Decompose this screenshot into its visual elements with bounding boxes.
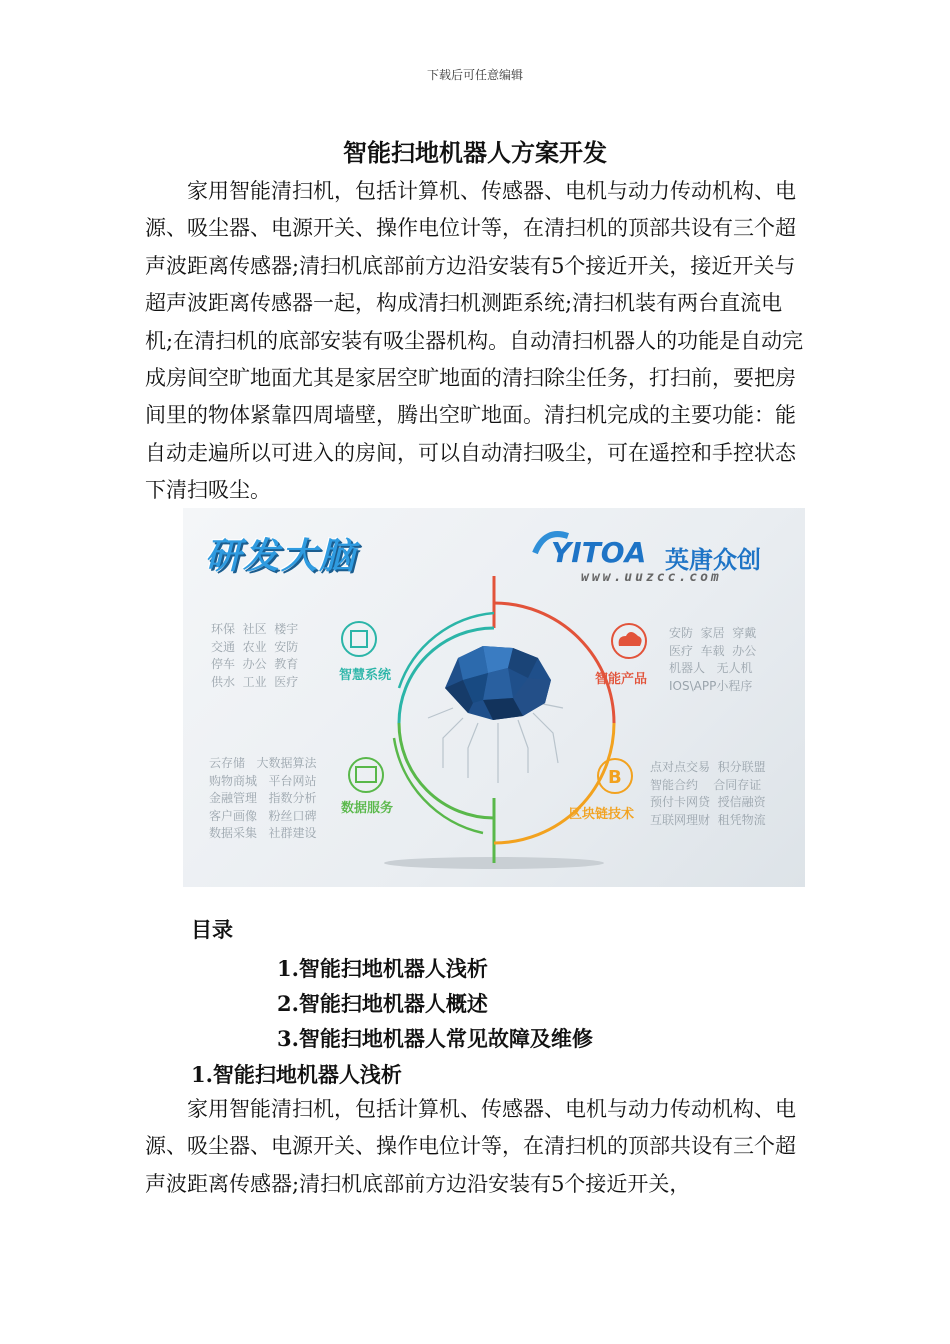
screen-icon [349,758,383,792]
blockchain-items: 点对点交易 积分联盟 智能合约 合同存证 预付卡网贷 授信融资 互联网理财 租凭物流 [650,760,766,827]
logo-cn: 英唐众创 [665,546,761,574]
brain-graphic [445,646,551,720]
toc-item-3[interactable]: 3.智能扫地机器人常见故障及维修 [277,1026,593,1051]
header-note: 下载后可任意编辑 [426,68,523,82]
smart-system-items: 环保 社区 楼宇 交通 农业 安防 停车 办公 教育 供水 工业 医疗 [211,622,299,689]
section-1-heading: 1.智能扫地机器人浅析 [191,1062,402,1087]
intro-paragraph: 家用智能清扫机，包括计算机、传感器、电机与动力传动机构、电源、吸尘器、电源开关、操作电位计等，在清扫机的顶部共设有三个超声波距离传感器;清扫机底部前方边沿安装有5个接近开关，接近开关与超声波距离传感器一起，构成清扫机测距系统;清扫机装有两台直流电机;在清扫机的底部安装有吸尘器机构。自动清扫机器人的功能是自动完成房间空旷地面尤其是家居空旷地面的清扫除尘任务，打扫前，要把房间里的物体紧靠四周墙壁，腾出空旷地面。清扫机完成的主要功能：能自动走遍所以可进入的房间，可以自动清扫吸尘，可在遥控和手控状态下清扫吸尘。 [145,179,804,503]
logo-text: YITOA [551,536,647,569]
document-title: 智能扫地机器人方案开发 [343,138,607,167]
smart-system-label: 智慧系统 [339,668,392,683]
data-service-label: 数据服务 [341,801,394,816]
cloud-icon [612,624,646,658]
rd-brain-figure [183,508,805,887]
toc-item-2[interactable]: 2.智能扫地机器人概述 [277,991,488,1016]
svg-text:B: B [608,767,622,788]
smart-product-label: 智能产品 [595,672,648,687]
logo-url: www.uuzcc.com [581,570,722,585]
section-1-paragraph: 家用智能清扫机，包括计算机、传感器、电机与动力传动机构、电源、吸尘器、电源开关、操作电位计等，在清扫机的顶部共设有三个超声波距离传感器;清扫机底部前方边沿安装有5个接近开关， [145,1097,796,1196]
toc-heading: 目录 [191,917,233,942]
chip-icon [342,622,376,656]
data-service-items: 云存储 大数据算法 购物商城 平台网站 金融管理 指数分析 客户画像 粉丝口碑 数据采集 社群建设 [209,756,317,840]
toc-item-1[interactable]: 1.智能扫地机器人浅析 [277,956,488,981]
arc-green [399,723,494,818]
brand-title: 研发大脑 [205,536,358,577]
arc-green-outer [394,738,483,833]
smart-product-items: 安防 家居 穿戴 医疗 车载 办公 机器人 无人机 IOS\APP小程序 [669,626,757,693]
blockchain-label: 区块链技术 [569,807,635,822]
